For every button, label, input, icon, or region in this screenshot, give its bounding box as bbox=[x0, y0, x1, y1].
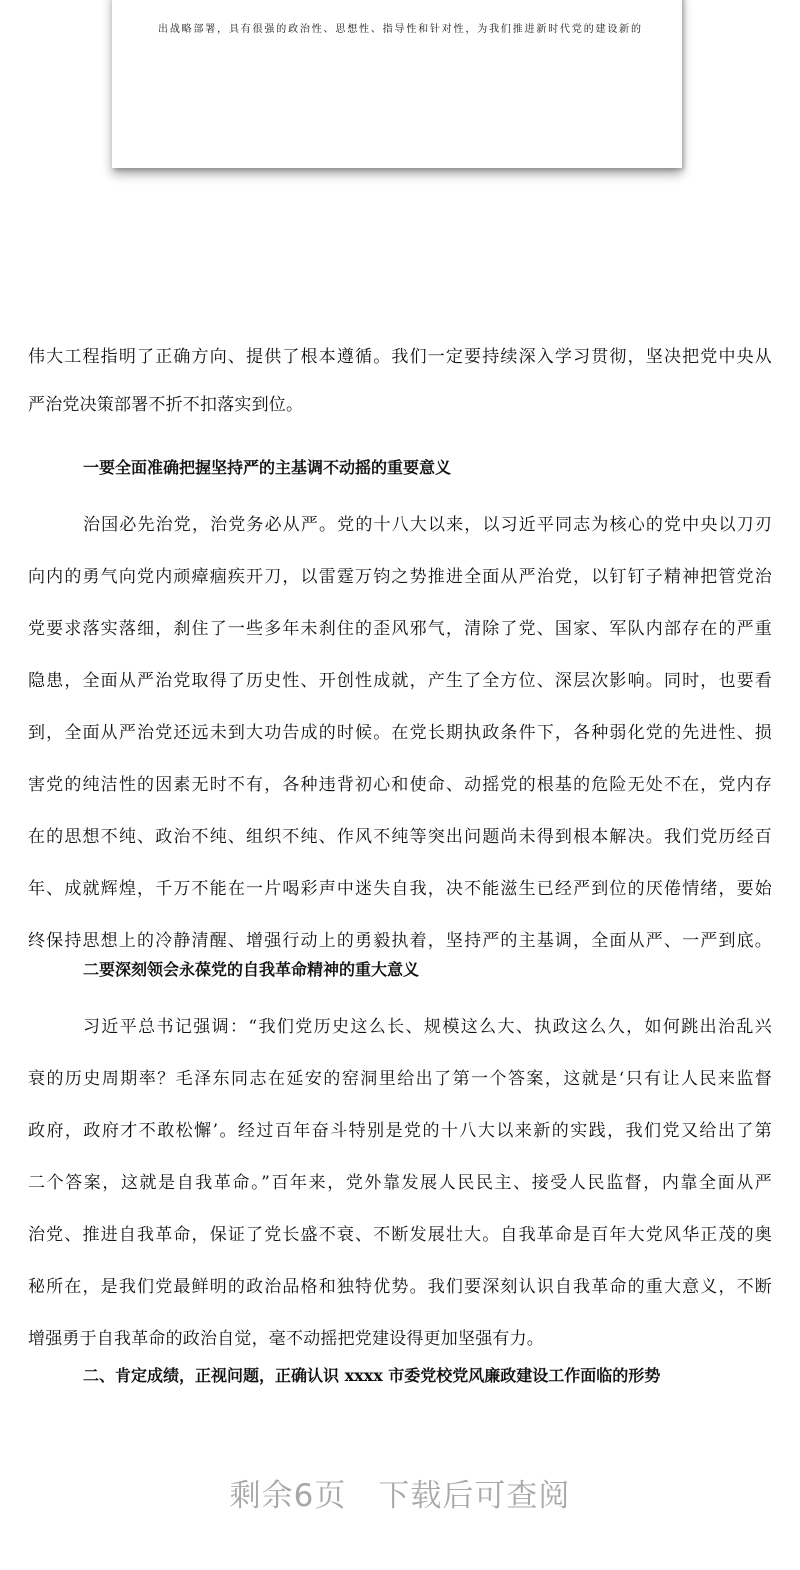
text-line: 在的思想不纯、政治不纯、组织不纯、作风不纯等突出问题尚未得到根本解决。我们党历经百 bbox=[28, 827, 772, 847]
text-line: 隐患，全面从严治党取得了历史性、开创性成就，产生了全方位、深层次影响。同时，也要看 bbox=[28, 671, 772, 691]
section-heading: 二、肯定成绩，正视问题，正确认识 xxxx 市委党校党风廉政建设工作面临的形势 bbox=[83, 1366, 661, 1385]
text-line: 伟大工程指明了正确方向、提供了根本遵循。我们一定要持续深入学习贯彻，坚决把党中央从 bbox=[28, 347, 772, 367]
text-line: 党要求落实落细，刹住了一些多年未刹住的歪风邪气，清除了党、国家、军队内部存在的严重 bbox=[28, 619, 772, 639]
text-line: 严治党决策部署不折不扣落实到位。 bbox=[28, 395, 304, 415]
text-line: 政府，政府才不敢松懈’。经过百年奋斗特别是党的十八大以来新的实践，我们党又给出了第 bbox=[28, 1121, 772, 1141]
download-prompt[interactable] bbox=[0, 1470, 800, 1515]
download-hint-label: 下载后可查阅 bbox=[378, 1478, 571, 1514]
text-line: 衰的历史周期率？毛泽东同志在延安的窑洞里给出了第一个答案，这就是‘只有让人民来监督 bbox=[28, 1069, 772, 1089]
text-line: 害党的纯洁性的因素无时不有，各种违背初心和使命、动摇党的根基的危险无处不在，党内存 bbox=[28, 775, 772, 795]
preview-text-line: 出战略部署，具有很强的政治性、思想性、指导性和针对性，为我们推进新时代党的建设新的 bbox=[158, 24, 641, 35]
text-line: 到，全面从严治党还远未到大功告成的时候。在党长期执政条件下，各种弱化党的先进性、损 bbox=[28, 723, 772, 743]
text-line: 二个答案，这就是自我革命。”百年来，党外靠发展人民民主、接受人民监督，内靠全面从严 bbox=[28, 1173, 772, 1193]
text-line: 秘所在，是我们党最鲜明的政治品格和独特优势。我们要深刻认识自我革命的重大意义，不断 bbox=[28, 1277, 772, 1297]
text-line: 终保持思想上的冷静清醒、增强行动上的勇毅执着，坚持严的主基调，全面从严、一严到底。 bbox=[28, 931, 772, 951]
text-line: 向内的勇气向党内顽瘴痼疾开刀，以雷霆万钧之势推进全面从严治党，以钉钉子精神把管党治 bbox=[28, 567, 772, 587]
remaining-pages-label: 剩余6页 bbox=[229, 1478, 347, 1514]
section-heading: 二要深刻领会永葆党的自我革命精神的重大意义 bbox=[83, 960, 420, 979]
section-heading: 一要全面准确把握坚持严的主基调不动摇的重要意义 bbox=[83, 458, 452, 477]
text-line: 治国必先治党，治党务必从严。党的十八大以来，以习近平同志为核心的党中央以刀刃 bbox=[83, 515, 772, 535]
text-line: 习近平总书记强调：“我们党历史这么长、规模这么大、执政这么久，如何跳出治乱兴 bbox=[83, 1017, 772, 1037]
preview-page-card bbox=[112, 0, 682, 168]
text-line: 增强勇于自我革命的政治自觉，毫不动摇把党建设得更加坚强有力。 bbox=[28, 1329, 544, 1349]
text-line: 年、成就辉煌，千万不能在一片喝彩声中迷失自我，决不能滋生已经严到位的厌倦情绪，要始 bbox=[28, 879, 772, 899]
text-line: 治党、推进自我革命，保证了党长盛不衰、不断发展壮大。自我革命是百年大党风华正茂的奥 bbox=[28, 1225, 772, 1245]
